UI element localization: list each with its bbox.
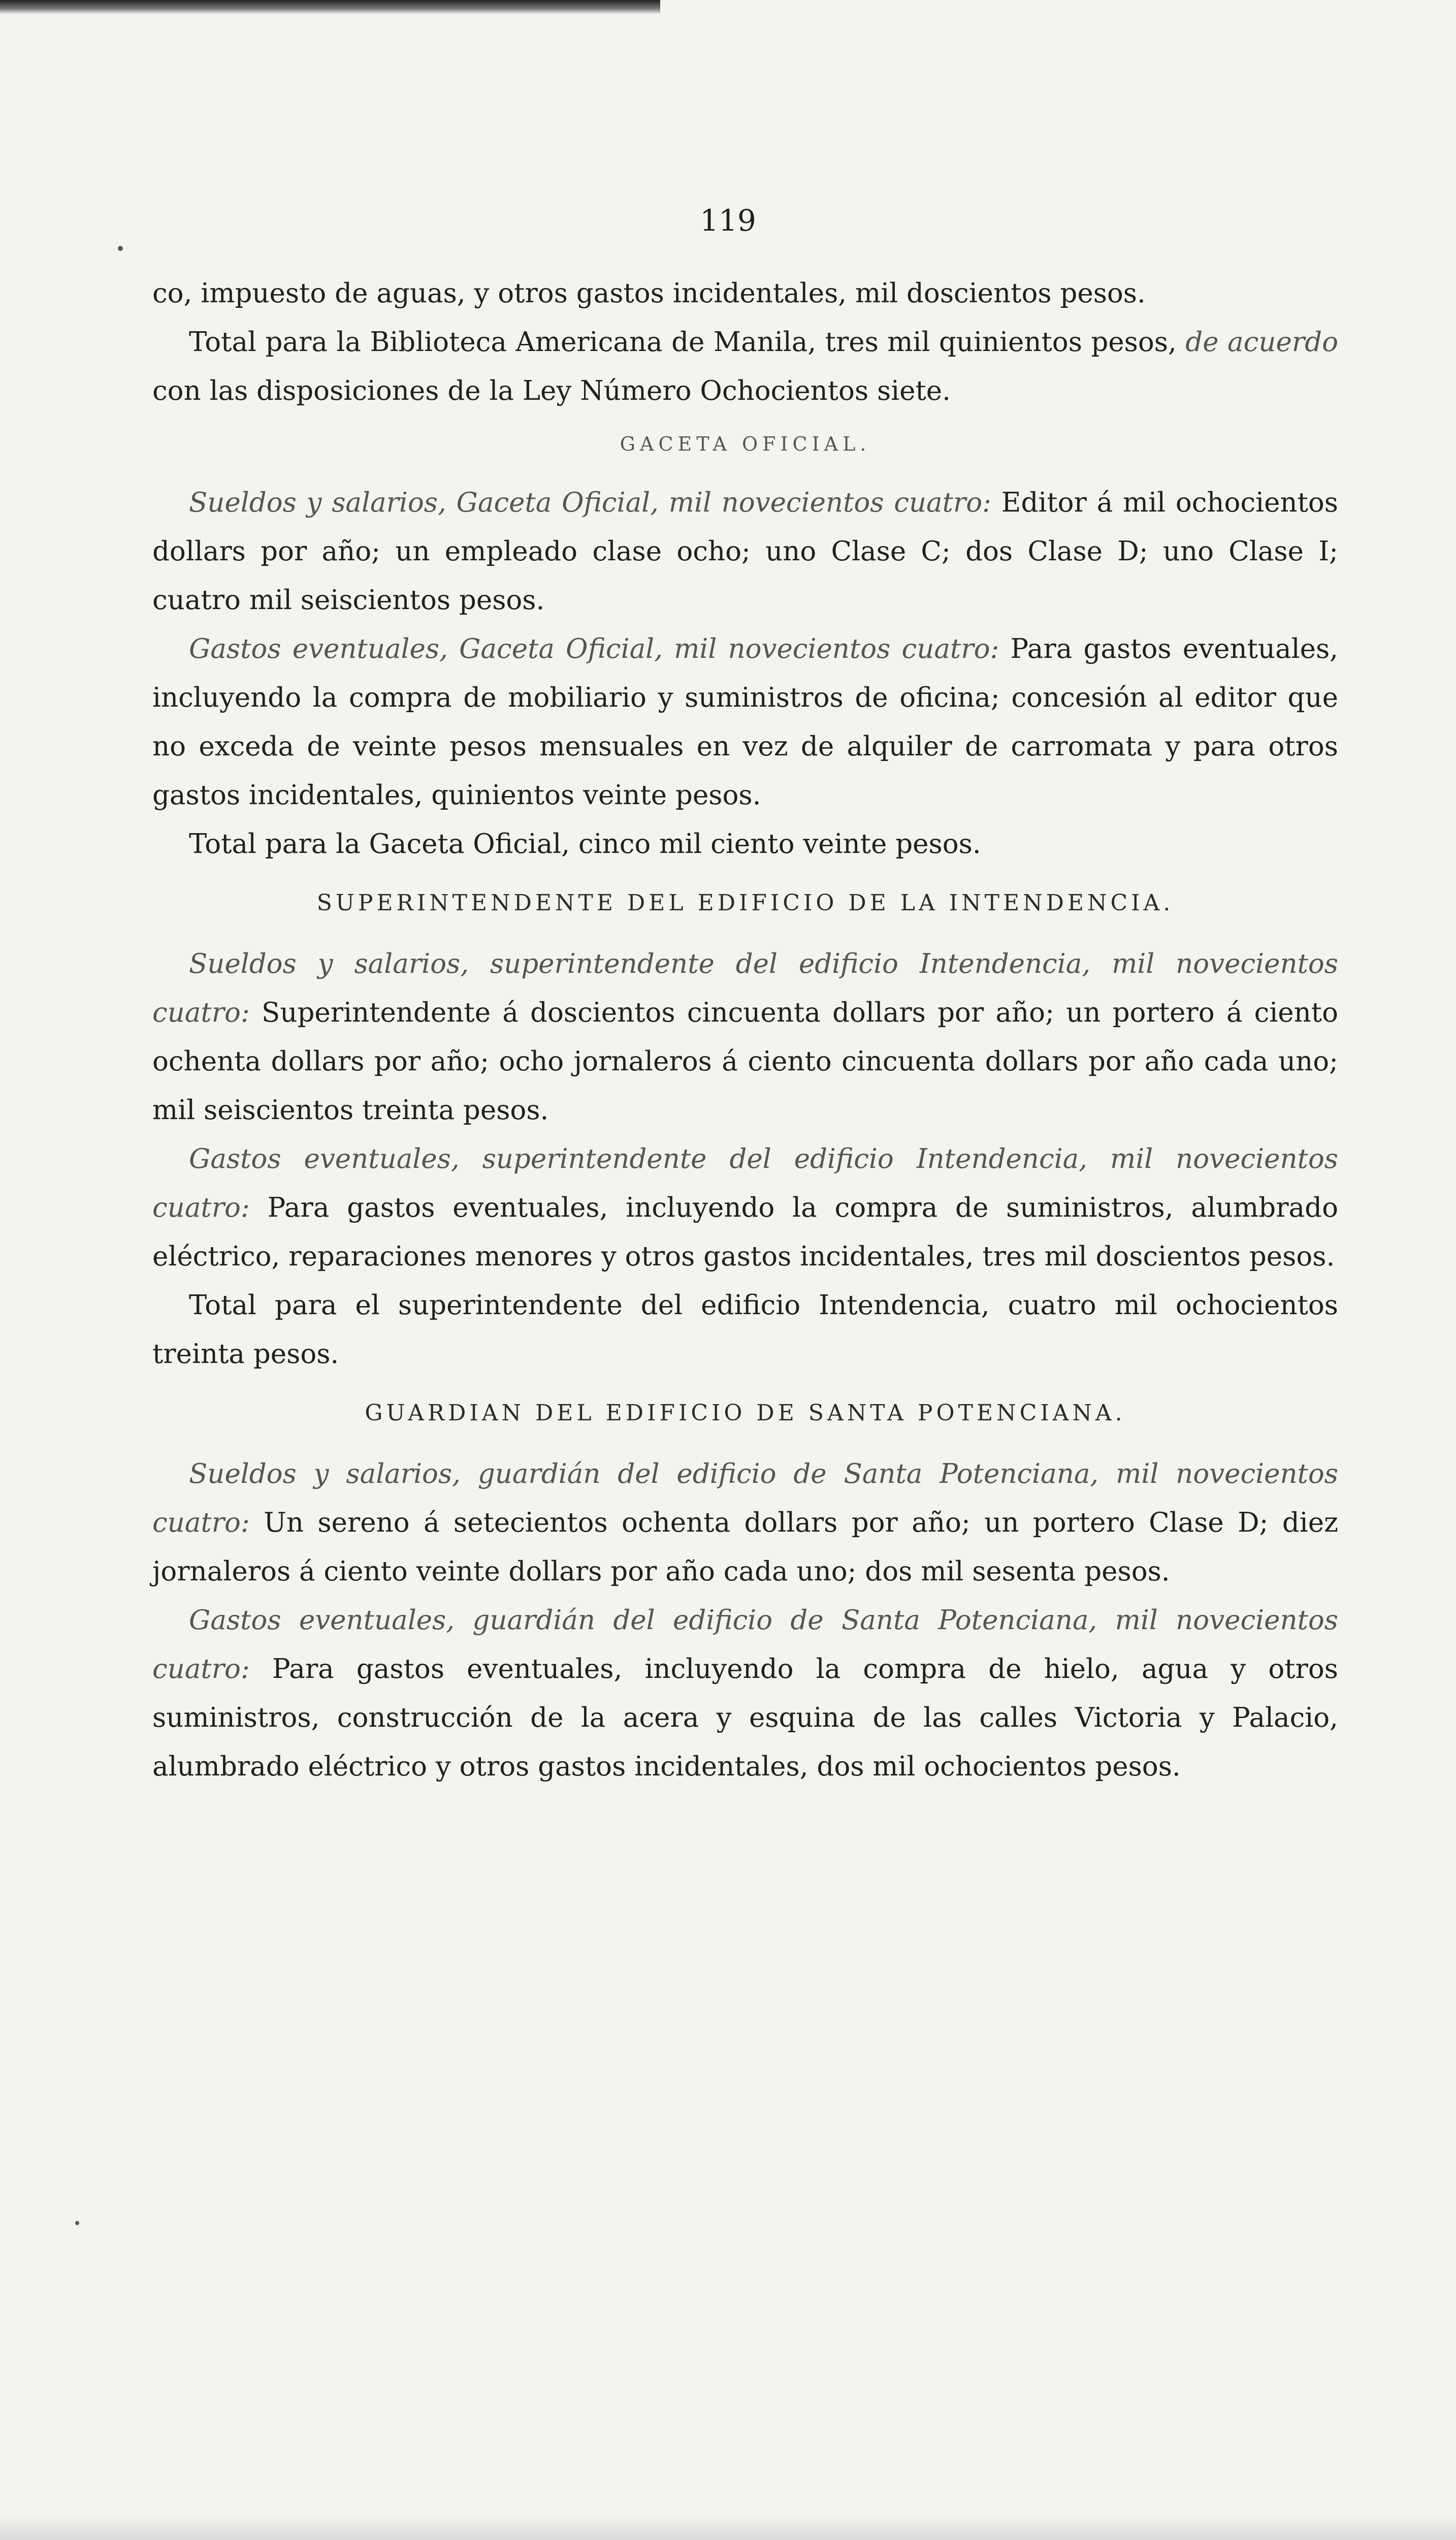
body-text — [152, 193, 1338, 1791]
paragraph — [152, 625, 1338, 820]
paragraph — [152, 269, 1338, 318]
paragraph — [152, 1596, 1338, 1791]
section-heading: GUARDIAN DEL EDIFICIO DE SANTA POTENCIANA. — [365, 1400, 1126, 1426]
text-run: Total para la Biblioteca Americana de Manila, tres mil quinientos pesos, — [189, 327, 1186, 358]
paragraph — [152, 1135, 1338, 1281]
text-run: Un sereno á setecientos ochenta dollars por año; un portero Clase D; diez jornaleros á ciento veinte dollars por año cada uno; dos mil sesenta pesos. — [152, 1507, 1338, 1587]
paragraph — [152, 479, 1338, 625]
text-run: Superintendente á doscientos cincuenta dollars por año; un portero á ciento ochenta dollars por año; ocho jornaleros á ciento cincuenta dollars por año cada uno; mil seiscientos treinta pesos. — [152, 997, 1338, 1126]
italic-run: Gastos eventuales, Gaceta Oficial, mil novecientos cuatro: — [189, 633, 999, 664]
page-edge-shadow-bottom — [0, 2516, 1456, 2540]
paragraph — [152, 1450, 1338, 1596]
text-run: Total para el superintendente del edificio Intendencia, cuatro mil ochocientos treinta pesos. — [152, 1290, 1338, 1370]
specks — [118, 246, 123, 251]
paragraph — [152, 820, 1338, 869]
italic-run: Gastos eventuales, superintendente del edificio Intendencia, mil novecientos cuatro: — [152, 1144, 1338, 1223]
text-run: Para gastos eventuales, incluyendo la compra de suministros, alumbrado eléctrico, reparaciones menores y otros gastos incidentales, tres mil doscientos pesos. — [152, 1192, 1338, 1272]
italic-run: Sueldos y salarios, Gaceta Oficial, mil novecientos cuatro: — [189, 487, 992, 518]
section-heading: SUPERINTENDENTE DEL EDIFICIO DE LA INTENDENCIA. — [316, 890, 1174, 916]
paragraph — [152, 940, 1338, 1135]
text-run: Total para la Gaceta Oficial, cinco mil ciento veinte pesos. — [189, 829, 981, 860]
page-number: 119 — [700, 203, 756, 238]
text-run: Para gastos eventuales, incluyendo la compra de hielo, agua y otros suministros, construcción de la acera y esquina de las calles Victoria y Palacio, alumbrado eléctrico y otros gastos incidentales, dos mil ochocientos pesos. — [152, 1654, 1338, 1782]
italic-run: Gastos eventuales, guardián del edificio de Santa Potenciana, mil novecientos cuatro: — [152, 1605, 1338, 1685]
italic-run: de acuerdo — [1185, 327, 1339, 358]
paragraph — [152, 1281, 1338, 1379]
section-heading: GACETA OFICIAL. — [620, 433, 871, 455]
top-spacer — [152, 193, 1338, 269]
page-edge-shadow-top — [0, 0, 660, 14]
italic-run: Sueldos y salarios, guardián del edificio de Santa Potenciana, mil novecientos cuatro: — [152, 1458, 1338, 1538]
italic-run: Sueldos y salarios, superintendente del edificio Intendencia, mil novecientos cuatro: — [152, 948, 1338, 1028]
text-run: Para gastos eventuales, incluyendo la compra de mobiliario y suministros de oficina; concesión al editor que no exceda de veinte pesos mensuales en vez de alquiler de carromata y para otros gastos incidentales, quinientos veinte pesos. — [152, 633, 1338, 811]
text-run: con las disposiciones de la Ley Número Ochocientos siete. — [152, 375, 951, 406]
text-run: co, impuesto de aguas, y otros gastos incidentales, mil doscientos pesos. — [152, 278, 1146, 309]
text-run: Editor á mil ochocientos dollars por año; un empleado clase ocho; uno Clase C; dos Clase D; uno Clase I; cuatro mil seiscientos pesos. — [152, 487, 1338, 616]
paragraph — [152, 318, 1338, 416]
specks — [75, 2221, 79, 2225]
